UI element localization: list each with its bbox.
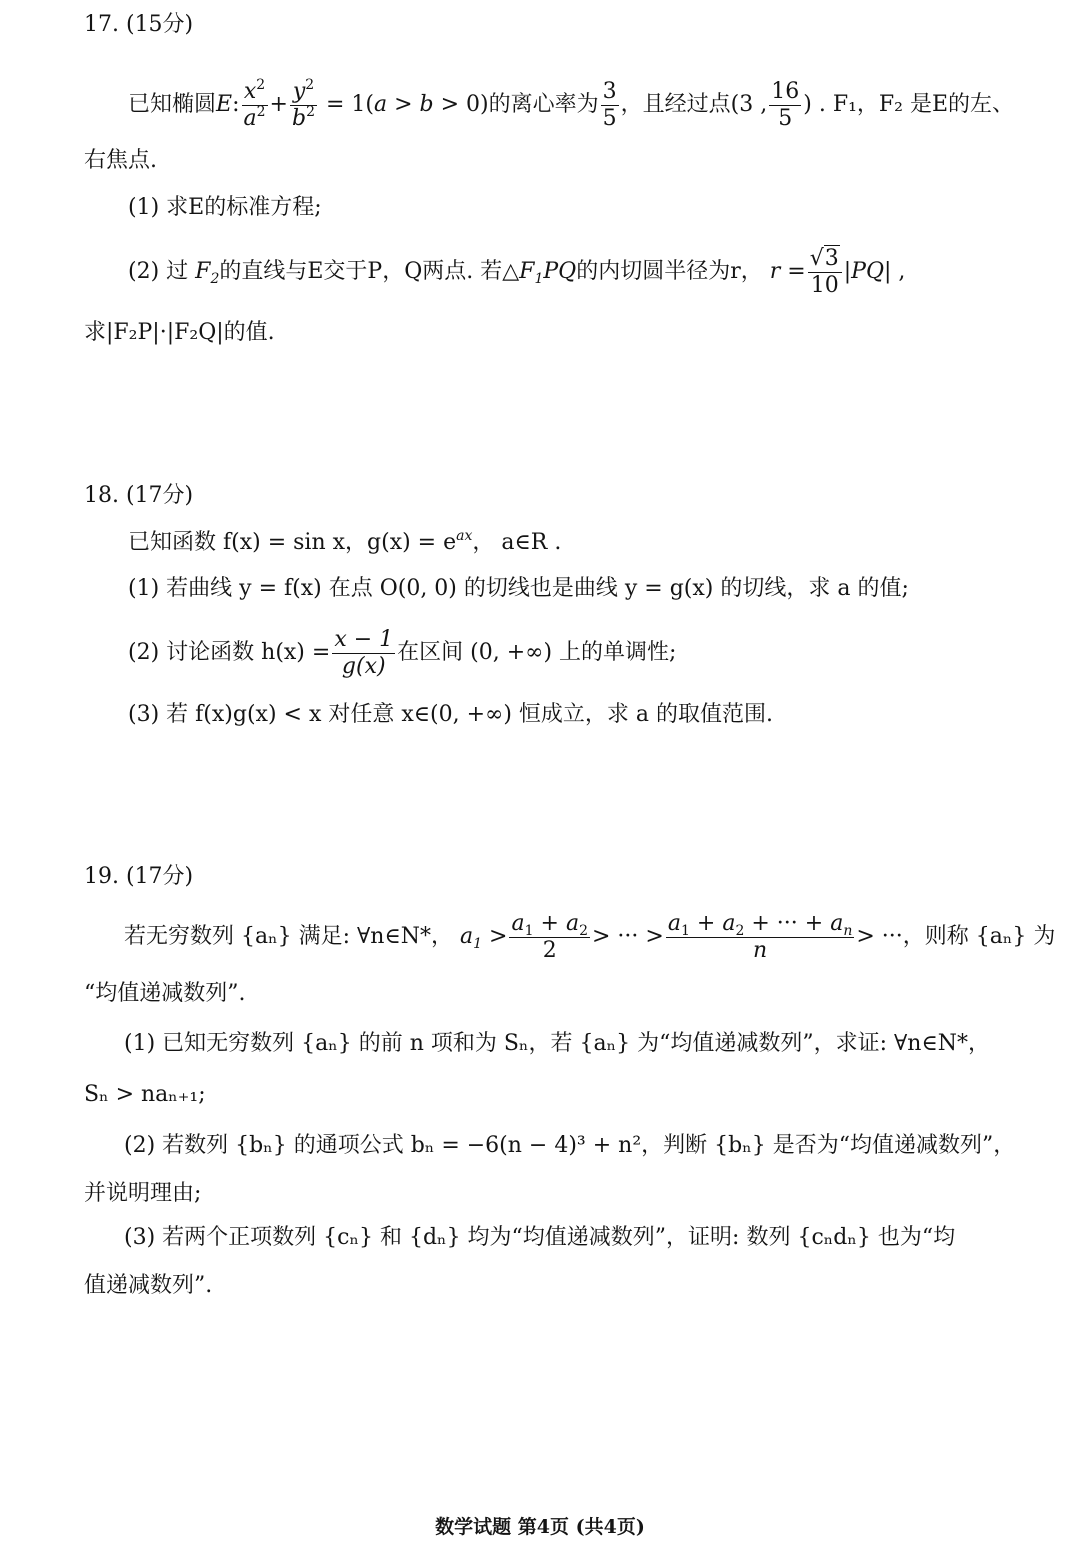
q19-frac-two: $\frac{a_1 + a_2}{2}$ bbox=[511, 910, 588, 963]
q18-h-num: x − 1 bbox=[334, 626, 394, 652]
q17-stem-mid: 的离心率为 bbox=[488, 92, 599, 117]
q17-stem-foci: F₁，F₂ 是E的左、 bbox=[832, 92, 1015, 117]
q19-part1-b: Sₙ > naₙ₊₁; bbox=[84, 1082, 206, 1107]
q17-header: 17. (15分) bbox=[84, 12, 194, 37]
q17-stem-pre: 已知椭圆 bbox=[128, 92, 217, 117]
q18-part2 bbox=[128, 624, 676, 682]
q19-part2-b: 并说明理由; bbox=[84, 1181, 202, 1206]
q17-frac-y: $\frac{y^2}{b^2}$ bbox=[291, 76, 315, 131]
q17-part1: (1) 求E的标准方程; bbox=[128, 195, 322, 220]
q19-part3-a: (3) 若两个正项数列 {cₙ} 和 {dₙ} 均为“均值递减数列”，证明: 数列 {cₙdₙ} 也为“均 bbox=[124, 1225, 956, 1250]
q18-stem bbox=[128, 528, 562, 555]
q17-ellipse-name: E bbox=[216, 92, 233, 117]
q17-part2-question: 求|F₂P|·|F₂Q|的值. bbox=[84, 320, 275, 345]
q17-eccentricity: $\frac{3}{5}$ bbox=[602, 78, 617, 131]
q17-part2-c: 的内切圆半径为r， bbox=[576, 259, 763, 284]
q17-point-y: $\frac{16}{5}$ bbox=[771, 78, 800, 131]
q18-stem-tail: ， a∈R . bbox=[472, 530, 562, 555]
q19-stem-a: 若无穷数列 {aₙ} 满足: ∀n∈N*， bbox=[124, 924, 454, 949]
q19-stem: 若无穷数列 {aₙ} 满足: ∀n∈N*， $a_1$ > $\frac{a_1 + a_2}{2}$ > ··· > $\frac{a_1 + a_2 + \cdot\cdot\cdot + a_n}{n}$ > ··· ，则称 {aₙ} 为 bbox=[124, 910, 1056, 963]
q18-h-den: g(x) bbox=[341, 653, 386, 679]
q17-stem-point: ，且经过点 bbox=[620, 92, 731, 117]
page-footer: 数学试题 第4页 (共4页) bbox=[435, 1516, 645, 1538]
q18-header: 18. (17分) bbox=[84, 483, 194, 508]
q17-stem-line2: 右焦点. bbox=[84, 148, 157, 173]
q17-frac-x: $\frac{x^2}{a^2}$ bbox=[243, 76, 266, 131]
q18-stem-exp: ax bbox=[456, 528, 473, 544]
q18-part3: (3) 若 f(x)g(x) < x 对任意 x∈(0, +∞) 恒成立，求 a 的取值范围. bbox=[128, 702, 774, 727]
q18-part2-a: (2) 讨论函数 h(x) = bbox=[128, 640, 331, 665]
q18-part1: (1) 若曲线 y = f(x) 在点 O(0, 0) 的切线也是曲线 y = g(x) 的切线，求 a 的值; bbox=[128, 576, 909, 601]
q19-header: 19. (17分) bbox=[84, 864, 194, 889]
q17-part2-a: (2) 过 bbox=[128, 259, 189, 284]
q19-stem-line2: “均值递减数列”. bbox=[84, 981, 246, 1006]
q19-part3-b: 值递减数列”. bbox=[84, 1273, 213, 1298]
q19-part2-a: (2) 若数列 {bₙ} 的通项公式 bₙ = −6(n − 4)³ + n²，判断 {bₙ} 是否为“均值递减数列”， bbox=[124, 1133, 1016, 1158]
q17-part2: (2) 过 $F_2$ 的直线与E交于P，Q两点. 若△ $F_1PQ$ 的内切圆半径为r， r = $\frac{√3}{10}$ |PQ| , bbox=[128, 245, 906, 298]
q18-stem-text: 已知函数 f(x) = sin x，g(x) = e bbox=[128, 530, 457, 555]
q19-stem-b: ，则称 {aₙ} 为 bbox=[902, 924, 1056, 949]
q17-stem: 已知椭圆 E : $\frac{x^2}{a^2}$ + $\frac{y^2}{b^2}$ = 1(a > b > 0) 的离心率为 $\frac{3}{5}$ ，且经过点 (3 , $\frac{16}{5}$ ) . F₁，F₂ 是E的左、 bbox=[128, 76, 1015, 131]
q17-radius-frac: $\frac{√3}{10}$ bbox=[808, 248, 842, 297]
q19-part1-a: (1) 已知无穷数列 {aₙ} 的前 n 项和为 Sₙ，若 {aₙ} 为“均值递减数列”，求证: ∀n∈N*， bbox=[124, 1031, 991, 1056]
q18-h-frac bbox=[332, 626, 395, 679]
q19-frac-n: $\frac{a_1 + a_2 + \cdot\cdot\cdot + a_n}{n}$ bbox=[667, 910, 853, 963]
q18-part2-b: 在区间 (0, +∞) 上的单调性; bbox=[397, 640, 677, 665]
q17-part2-b: 的直线与E交于P，Q两点. 若△ bbox=[219, 259, 520, 284]
